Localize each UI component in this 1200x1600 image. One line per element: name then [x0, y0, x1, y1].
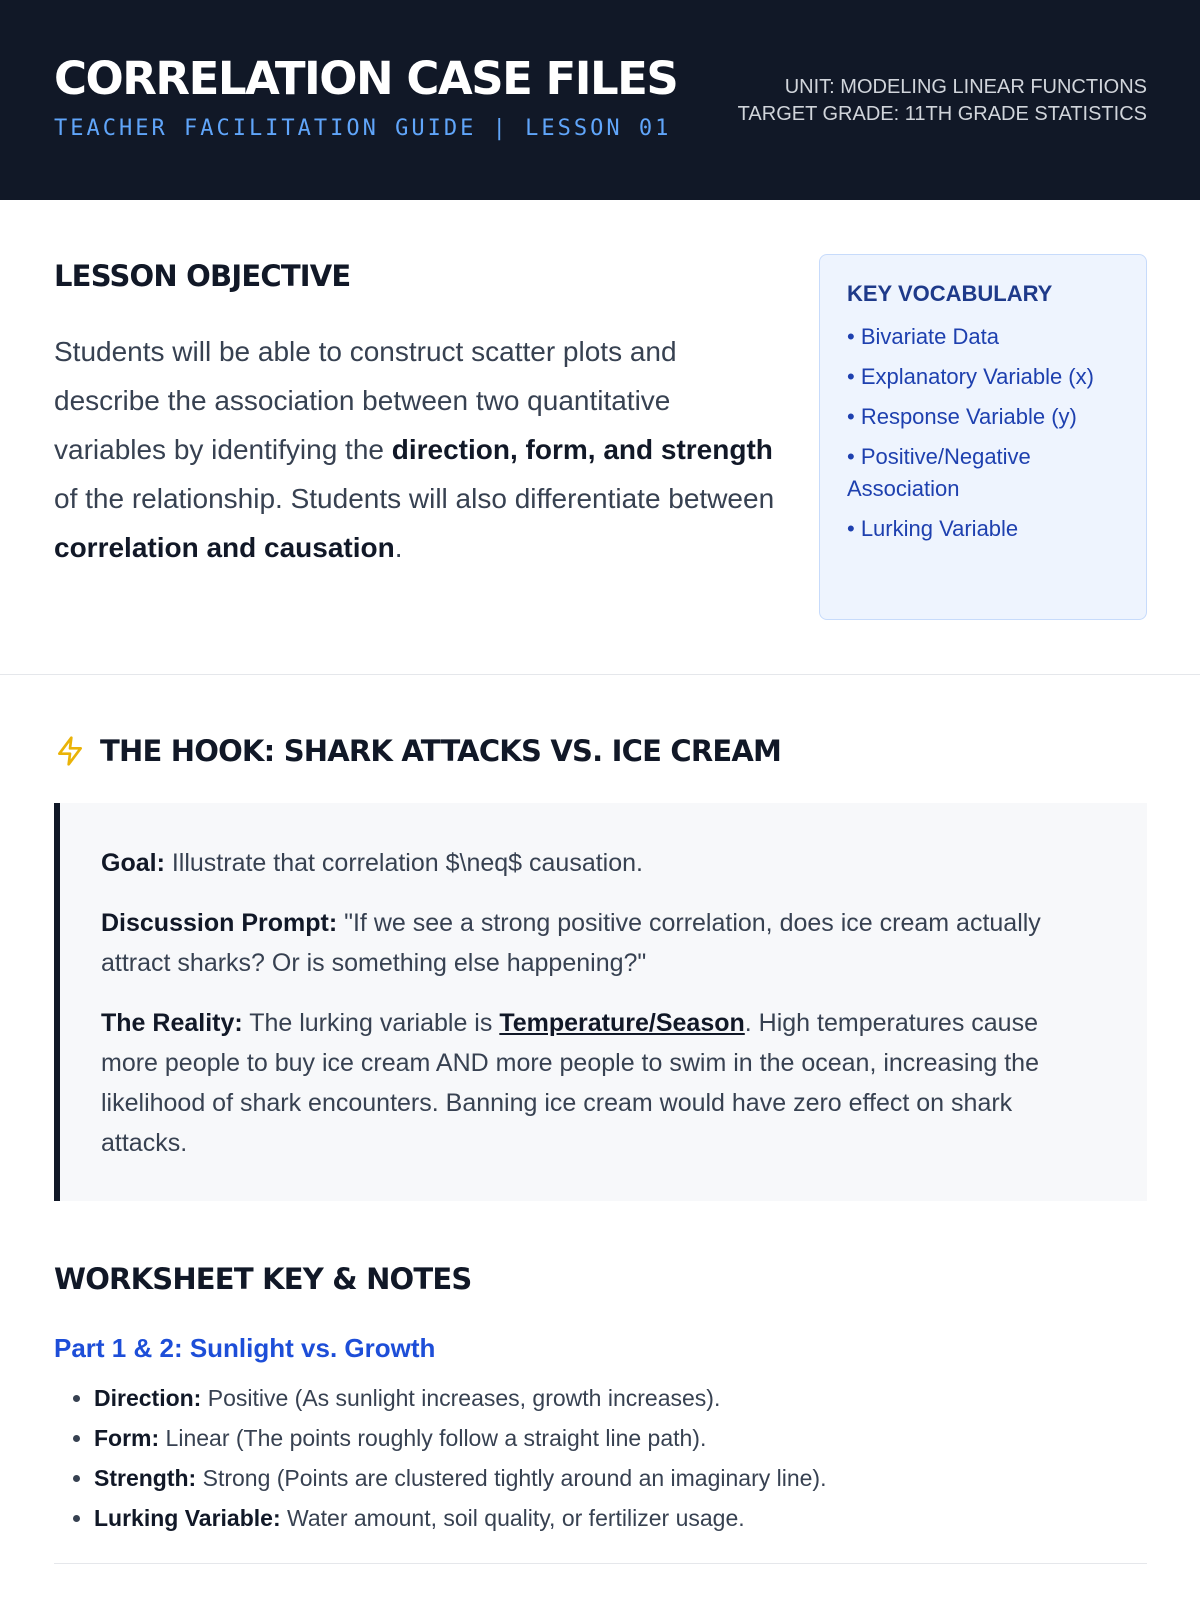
section-divider: [0, 674, 1200, 675]
hook-heading: [54, 734, 781, 768]
hook-goal: [101, 843, 1087, 883]
objective-text-part: of the relationship. Students will also differentiate between: [54, 483, 775, 514]
note-text: Positive (As sunlight increases, growth increases).: [201, 1385, 721, 1411]
hook-goal-text: Illustrate that correlation $\neq$ causation.: [164, 849, 643, 877]
objective-paragraph: [54, 327, 779, 572]
document-title: CORRELATION CASE FILES: [54, 52, 678, 105]
lightning-icon: [54, 735, 86, 767]
objective-emphasis: correlation and causation: [54, 532, 395, 563]
note-item: [94, 1378, 1094, 1418]
part-heading: Part 1 & 2: Sunlight vs. Growth: [54, 1333, 436, 1363]
hook-reality-text: The lurking variable is: [242, 1009, 500, 1037]
objective-text-part: Students will be able to construct scatter plots and describe the association between two quantitative variables by identifying the: [54, 336, 677, 465]
vocabulary-item: • Explanatory Variable (x): [847, 364, 1094, 389]
note-item: [94, 1498, 1094, 1538]
note-label: Strength:: [94, 1465, 197, 1491]
hook-prompt-label: Discussion Prompt:: [101, 909, 338, 937]
vocabulary-item: • Response Variable (y): [847, 404, 1077, 429]
hook-goal-label: Goal:: [101, 849, 165, 877]
note-text: Strong (Points are clustered tightly around an imaginary line).: [196, 1465, 827, 1491]
note-label: Form:: [94, 1425, 160, 1451]
hook-reality-label: The Reality:: [101, 1009, 243, 1037]
worksheet-notes-list: [94, 1378, 1094, 1538]
vocabulary-heading: KEY VOCABULARY: [847, 281, 1053, 306]
objective-heading: LESSON OBJECTIVE: [54, 259, 351, 293]
hook-reality-text: . High temperatures cause more people to buy ice cream AND more people to swim in the ocean, increasing the likelihood of shark encounters. Banning ice cream would have zero effect on shark attacks.: [101, 1009, 1039, 1157]
note-text: Linear (The points roughly follow a straight line path).: [159, 1425, 707, 1451]
hook-prompt-text: "If we see a strong positive correlation, does ice cream actually attract sharks? Or is something else happening?": [101, 909, 1041, 977]
note-item: [94, 1418, 1094, 1458]
lurking-variable-highlight: Temperature/Season: [499, 1009, 745, 1037]
note-label: Direction:: [94, 1385, 202, 1411]
note-item: [94, 1458, 1094, 1498]
page-header: [0, 0, 1200, 200]
hook-reality: [101, 1003, 1087, 1163]
vocabulary-item: • Bivariate Data: [847, 324, 999, 349]
hook-title: THE HOOK: SHARK ATTACKS VS. ICE CREAM: [100, 734, 782, 768]
document-subtitle: TEACHER FACILITATION GUIDE | LESSON 01: [54, 116, 672, 141]
objective-emphasis: direction, form, and strength: [391, 434, 773, 465]
unit-label: UNIT: MODELING LINEAR FUNCTIONS: [784, 76, 1147, 98]
note-text: Water amount, soil quality, or fertilizer usage.: [280, 1505, 745, 1531]
grade-label: TARGET GRADE: 11TH GRADE STATISTICS: [737, 103, 1147, 125]
vocabulary-item: • Positive/Negative Association: [847, 444, 1031, 501]
note-label: Lurking Variable:: [94, 1505, 281, 1531]
key-vocabulary-box: [819, 254, 1147, 620]
hook-callout: [54, 803, 1147, 1201]
hook-prompt: [101, 903, 1087, 983]
objective-text-part: .: [394, 532, 403, 563]
worksheet-heading: WORKSHEET KEY & NOTES: [54, 1262, 472, 1296]
vocabulary-item: • Lurking Variable: [847, 516, 1019, 541]
section-divider: [54, 1563, 1147, 1564]
vocabulary-list: [847, 321, 1120, 545]
header-meta: [738, 74, 1147, 128]
